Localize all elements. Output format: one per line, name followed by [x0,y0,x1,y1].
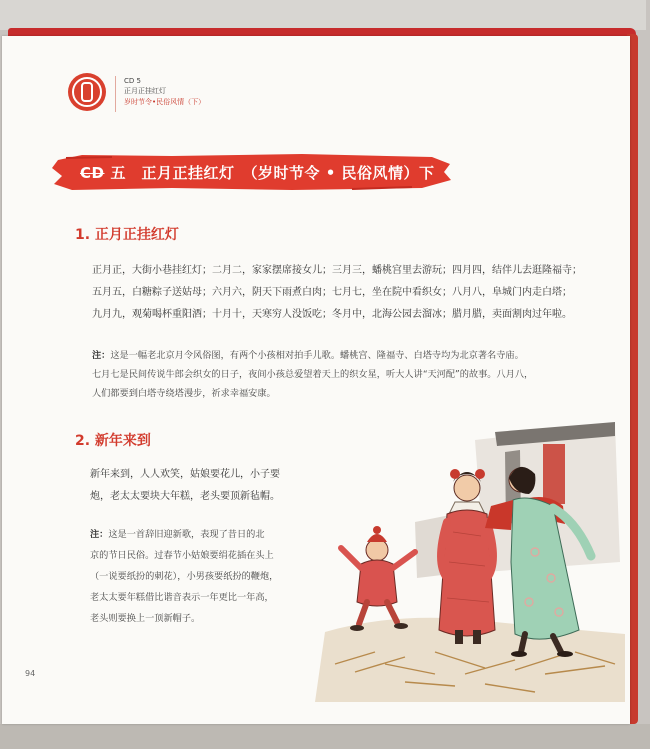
note-line: 人们都要到白塔寺绕塔漫步，祈求幸福安康。 [92,388,276,399]
lantern-icon [81,82,93,102]
note-line: （一说要纸扮的刺花），小男孩要纸扮的鞭炮， [90,571,279,582]
song-lyrics-2 [90,464,280,508]
note-line: 京的节日民俗。过春节小姑娘要绢花插在头上 [90,550,274,561]
lantern-logo-icon [68,73,106,111]
new-year-illustration [315,402,625,702]
lyric-line: 新年来到，人人欢笑，姑娘要花儿，小子要 [90,469,280,480]
chapter-title-banner [52,150,452,194]
note-line: 老头则要换上一顶新帽子。 [90,613,201,624]
lyric-line: 九月九，观菊喝杯重阳酒；十月十，天寒穷人没饭吃；冬月中，北海公园去溜冰；腊月腊，卖面割肉过年啦。 [92,309,572,320]
note-line: 注：这是一幅老北京月令风俗图，有两个小孩相对拍手儿歌。蟠桃宫、隆福寺、白塔寺均为北京著名寺庙。 [92,350,524,361]
note-line: 注：这是一首辞旧迎新歌，表现了昔日的北 [90,529,265,540]
note-line: 七月七是民间传说牛郎会织女的日子，夜间小孩总爱望着天上的织女星，听大人讲“天河配”的故事。八月八， [92,369,534,380]
new-year-scene-image [315,402,625,702]
note-label: 注： [92,350,111,361]
note-label: 注： [90,529,109,540]
note-line: 老太太要年糕借比谐音表示一年更比一年高， [90,592,274,603]
page-number: 94 [25,669,36,678]
chapter-cd-label: CD [80,164,105,182]
header-chapter-title: 岁时节令•民俗风情（下） [124,98,206,106]
chapter-title [80,162,435,183]
chapter-title-text: 五 正月正挂红灯 （岁时节令 • 民俗风情）下 [110,164,435,182]
scan-background-bottom [0,724,650,749]
header-divider [115,76,116,112]
note-1 [92,346,533,403]
section-heading-1: 1. 正月正挂红灯 [75,227,179,243]
song-lyrics-1 [92,260,582,326]
lyric-line: 正月正，大街小巷挂红灯；二月二，家家摆席接女儿；三月三，蟠桃宫里去游玩；四月四，结伴儿去逛隆福寺； [92,265,582,276]
section-heading-2: 2. 新年来到 [75,433,151,449]
header-cd-label: CD 5 [124,77,141,85]
lyric-line: 炮，老太太要块大年糕，老头要顶新毡帽。 [90,491,280,502]
lyric-line: 五月五，白糖粽子送姑母；六月六，阴天下雨煮白肉；七月七，坐在院中看织女；八月八，阜城门内走白塔； [92,287,572,298]
scan-background-top [0,0,646,30]
note-2 [90,524,278,629]
header-song-title: 正月正挂红灯 [124,87,166,95]
